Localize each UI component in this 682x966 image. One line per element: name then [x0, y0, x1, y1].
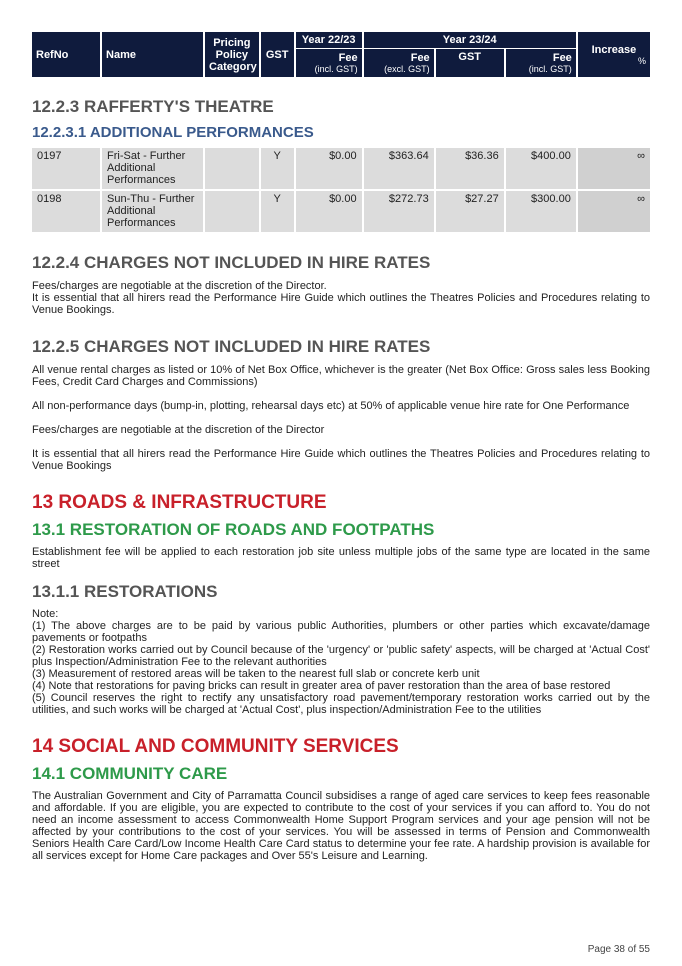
- cell-policy: [205, 148, 259, 189]
- header-increase-label: Increase: [591, 43, 637, 56]
- cell-fee-2223: $0.00: [296, 189, 362, 232]
- cell-ref: 0198: [32, 189, 100, 232]
- cell-name: Fri-Sat - Further Additional Performances: [102, 148, 203, 189]
- paragraph: (5) Council reserves the right to rectify any unsatisfactory road pavement/temporary restoration works carried out by the utilities, and such works will be charged at 'Actual Cost', plus inspection/Administration Fee to the utilities: [32, 692, 650, 716]
- heading-12-2-5: 12.2.5 CHARGES NOT INCLUDED IN HIRE RATES: [32, 337, 431, 356]
- cell-increase: ∞: [578, 189, 650, 232]
- cell-policy: [205, 189, 259, 232]
- header-fee-incl-sub: (incl. GST): [528, 64, 572, 74]
- header-fee-incl-label: Fee: [552, 52, 572, 64]
- header-increase-percent: %: [637, 55, 646, 66]
- header-fee-2223-incl: (incl. GST): [314, 64, 358, 74]
- header-gst-2324-label: GST: [458, 51, 482, 63]
- header-refno: RefNo: [32, 32, 100, 77]
- header-fee-excl-sub: (excl. GST): [384, 64, 430, 74]
- header-gst: GST: [261, 32, 294, 77]
- page-content: [32, 32, 650, 862]
- table-row: [32, 189, 650, 232]
- heading-14: 14 SOCIAL AND COMMUNITY SERVICES: [32, 736, 399, 757]
- paragraph: Establishment fee will be applied to each restoration job site unless multiple jobs of the same type are located in the same street: [32, 546, 650, 570]
- table-row: [32, 148, 650, 189]
- header-fee-excl-label: Fee: [410, 52, 430, 64]
- paragraph: (3) Measurement of restored areas will be taken to the nearest full slab or concrete kerb unit: [32, 668, 480, 680]
- paragraph: (1) The above charges are to be paid by various public Authorities, plumbers or other parties which excavate/damage pavements or footpaths: [32, 620, 650, 644]
- heading-12-2-3-1: 12.2.3.1 ADDITIONAL PERFORMANCES: [32, 124, 314, 141]
- cell-increase: ∞: [578, 148, 650, 189]
- header-year-2223: Year 22/23: [296, 32, 362, 49]
- cell-gst-amount: $36.36: [436, 148, 504, 189]
- heading-13-1-1: 13.1.1 RESTORATIONS: [32, 582, 218, 601]
- paragraph: Fees/charges are negotiable at the discretion of the Director.: [32, 280, 327, 292]
- cell-fee-incl: $400.00: [506, 148, 576, 189]
- header-name: Name: [102, 32, 203, 77]
- paragraph: It is essential that all hirers read the Performance Hire Guide which outlines the Theatres Policies and Procedures relating to Venue Bookings: [32, 448, 650, 472]
- cell-fee-incl: $300.00: [506, 189, 576, 232]
- paragraph: Note:: [32, 608, 59, 620]
- cell-fee-2223: $0.00: [296, 148, 362, 189]
- paragraph: All venue rental charges as listed or 10% of Net Box Office, whichever is the greater (Net Box Office: Gross sales less Booking Fees, Credit Card Charges and Commissions): [32, 364, 650, 388]
- header-fee-2223: [296, 49, 362, 77]
- fees-table: [30, 32, 652, 77]
- cell-ref: 0197: [32, 148, 100, 189]
- cell-gst: Y: [261, 148, 294, 189]
- header-gst-2324: [436, 49, 504, 77]
- cell-name: Sun-Thu - Further Additional Performances: [102, 189, 203, 232]
- cell-fee-excl: $272.73: [364, 189, 434, 232]
- additional-performances-table: [30, 148, 652, 232]
- header-pricing-policy: Pricing Policy Category: [205, 32, 259, 77]
- paragraph: Fees/charges are negotiable at the discretion of the Director: [32, 424, 325, 436]
- page-number: Page 38 of 55: [587, 944, 650, 955]
- cell-fee-excl: $363.64: [364, 148, 434, 189]
- paragraph: (4) Note that restorations for paving bricks can result in greater area of paver restoration than the area of base restored: [32, 680, 611, 692]
- paragraph: (2) Restoration works carried out by Council because of the 'urgency' or 'public safety' aspects, will be charged at 'Actual Cost' plus Inspection/Administration Fee to the relevant authorities: [32, 644, 650, 668]
- paragraph: It is essential that all hirers read the Performance Hire Guide which outlines the Theatres Policies and Procedures relating to Venue Bookings.: [32, 292, 650, 316]
- header-increase: [578, 32, 650, 77]
- heading-12-2-4: 12.2.4 CHARGES NOT INCLUDED IN HIRE RATES: [32, 253, 431, 272]
- heading-13-1: 13.1 RESTORATION OF ROADS AND FOOTPATHS: [32, 520, 435, 539]
- paragraph: All non-performance days (bump-in, plotting, rehearsal days etc) at 50% of applicable venue hire rate for One Performance: [32, 400, 630, 412]
- heading-12-2-3: 12.2.3 RAFFERTY'S THEATRE: [32, 97, 274, 116]
- header-fee-excl: [364, 49, 434, 77]
- header-year-2324: Year 23/24: [364, 32, 576, 49]
- cell-gst-amount: $27.27: [436, 189, 504, 232]
- heading-13: 13 ROADS & INFRASTRUCTURE: [32, 492, 327, 513]
- header-fee-2223-label: Fee: [338, 52, 358, 64]
- cell-gst: Y: [261, 189, 294, 232]
- paragraph: The Australian Government and City of Parramatta Council subsidises a range of aged care services to keep fees reasonable and affordable. If you are eligible, you are expected to contribute to the cost of your services if you can afford to. You do not need an income assessment to access Commonwealth Home Support Program services and your age pension will not be affected by your contributions to the cost of your services. You will be assessed in terms of Pension and Commonwealth Seniors Health Care Card/Low Income Health Care Card status to determine your fee rate. A hardship provision is available for all services except for Home Care packages and Over 55's Leisure and Learning.: [32, 790, 650, 862]
- heading-14-1: 14.1 COMMUNITY CARE: [32, 764, 228, 783]
- header-fee-incl: [506, 49, 576, 77]
